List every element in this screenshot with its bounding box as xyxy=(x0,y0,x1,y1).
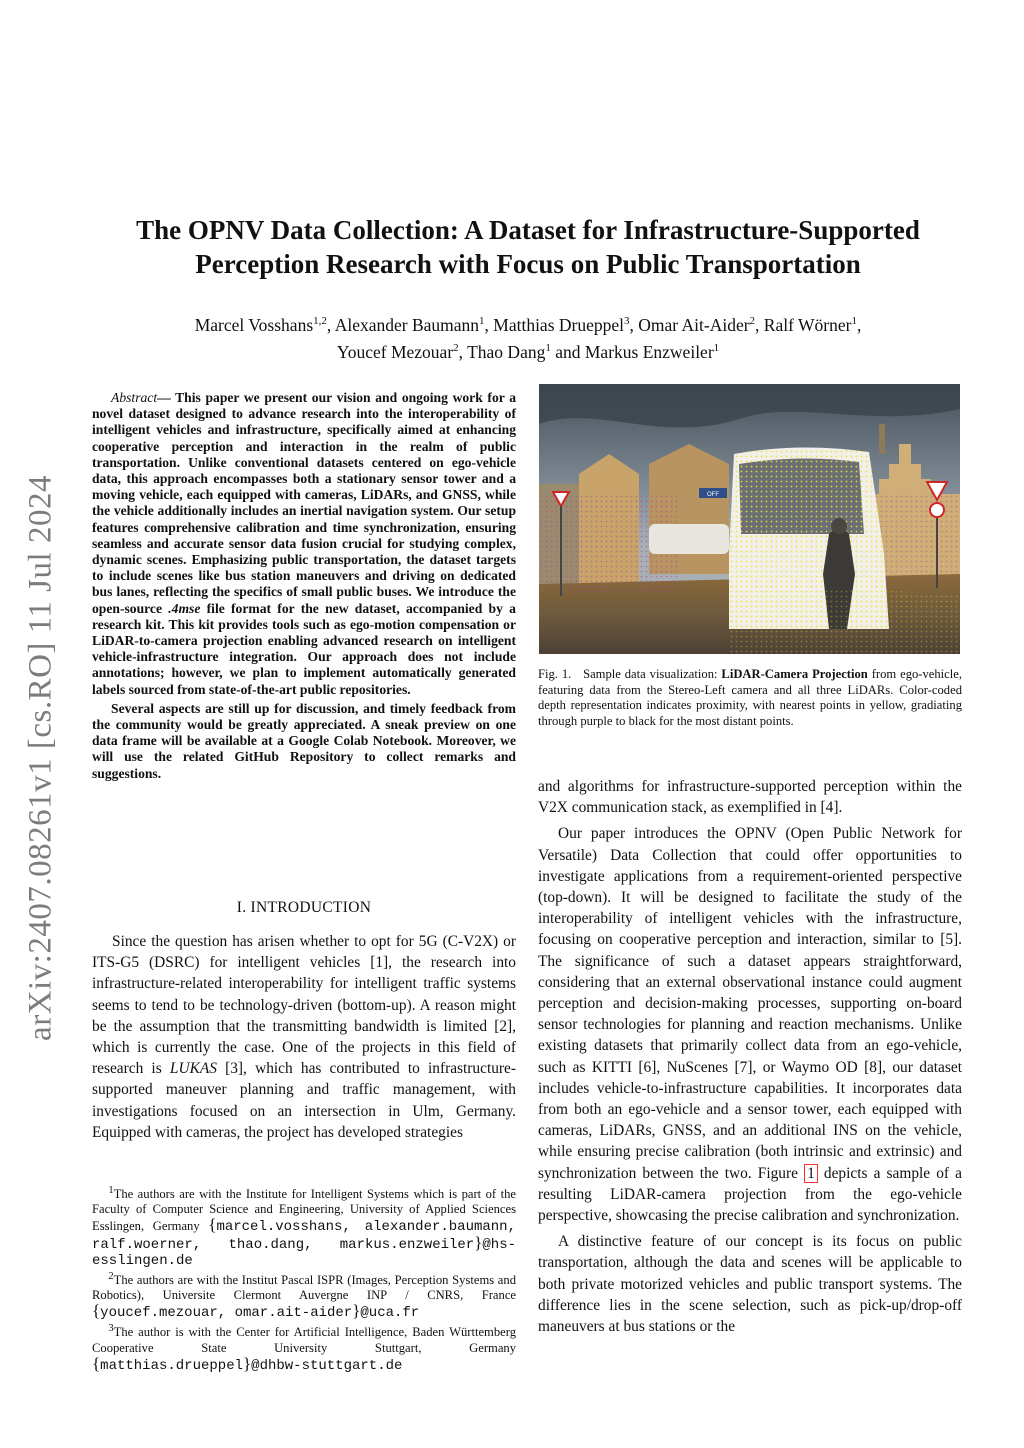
abstract-label: Abstract xyxy=(111,390,158,405)
figure-caption xyxy=(538,667,962,729)
abstract-paragraph-2: Several aspects are still up for discussion, and timely feedback from the community would be greatly appreciated. A sneak preview on one data frame will be available at a Google Colab Notebook. Moreover, we will use the related GitHub Repository to collect remarks and suggestions. xyxy=(92,700,516,781)
author-affiliation-mark: 2 xyxy=(453,341,459,354)
footnote-text: The authors are with the Institut Pascal ISPR (Images, Perception Systems and Robotics), Universite Clermont Auvergne INP / CNRS, France xyxy=(92,1273,516,1303)
footnotes xyxy=(92,1183,516,1374)
right-paragraph-3: A distinctive feature of our concept is its focus on public transportation, although the data and scenes will be applicable to both private motorized vehicles and public transport systems. The difference lies in the scene selection, such as pick-up/drop-off maneuvers at bus stations or the xyxy=(538,1233,962,1336)
author-affiliation-mark: 1 xyxy=(479,315,485,327)
abstract-text: This paper we present our vision and ongoing work for a novel dataset designed to advance research into the interoperability of intelligent vehicles and infrastructure, specifically aimed at enhancing cooperative perception and interaction in the realm of public transportation. Unlike conventional datasets centered on ego-vehicle data, this approach encompasses both a stationary sensor tower and a moving vehicle, each equipped with cameras, LiDARs, and GNSS, while the vehicle additionally includes an inertial navigation system. Our setup features comprehensive calibration and time synchronization, ensuring seamless and accurate sensor data fusion crucial for studying complex, dynamic scenes. Emphasizing public transportation, the dataset targets to include scenes like bus station maneuvers and driving on dedicated bus lanes, reflecting the specifics of small public buses. We introduce the open-source xyxy=(92,390,516,616)
footnote-email-domain: @hs-esslingen.de xyxy=(92,1237,516,1270)
direction-sign-text: OFF xyxy=(707,492,719,498)
author-name: Matthias Drueppel xyxy=(493,314,624,335)
intro-project-name: LUKAS xyxy=(169,1060,217,1078)
footnote-text: The authors are with the Institute for Intelligent Systems which is part of the Faculty of Computer Science and Engineering, University of Applied Sciences Esslingen, Germany xyxy=(92,1187,516,1234)
parked-car xyxy=(649,524,729,554)
arxiv-identifier xyxy=(14,462,68,1054)
intro-text-cont: [3], which has contributed to infrastructure-supported maneuver planning and traffic management, with investigations focused on an intersection in Ulm, Germany. Equipped with cameras, the project has developed strategies xyxy=(92,1060,516,1141)
author-name: Youcef Mezouar xyxy=(336,341,454,362)
author-conjunction: and xyxy=(555,341,581,362)
abstract xyxy=(92,390,516,782)
author-affiliation-mark: 1 xyxy=(713,341,720,354)
abstract-text-cont: file format for the new dataset, accompanied by a research kit. This kit provides tools such as ego-motion compensation or LiDAR-to-camera projection enabling advanced research on intelligent vehicle-infrastructure integration. Our approach does not include annotations; however, we plan to implement automatically generated labels sourced from state-of-the-art public repositories. xyxy=(92,600,516,697)
figure-reference-link[interactable]: 1 xyxy=(804,1164,818,1183)
tower-spire xyxy=(879,424,885,454)
abstract-dash: — xyxy=(157,390,171,405)
intro-text: Since the question has arisen whether to opt for 5G (C-V2X) or ITS-G5 (DSRC) for intelligent vehicles [1], the research into infrastructure-related interoperability for intelligent traffic systems seems to tend to be technology-driven (bottom-up). A reason might be the assumption that the transmitting bandwidth is limited [2], which is currently the case. One of the projects in this field of research is xyxy=(92,933,516,1078)
paper-title xyxy=(88,213,968,281)
sign-pole-left xyxy=(560,506,562,596)
caption-text-cont: from ego-vehicle, featuring data from the Stereo-Left camera and all three LiDARs. Color-coded depth representation indicates proximity, with nearest points in yellow, gradiating through purple to black for the most distant points. xyxy=(538,667,962,728)
lidar-road-points xyxy=(729,584,960,654)
author-affiliation-mark: 2 xyxy=(749,315,756,327)
arxiv-identifier-text: arXiv:2407.08261v1 [cs.RO] 11 Jul 2024 xyxy=(22,475,59,1041)
footnote-emails: youcef.mezouar, omar.ait-aider xyxy=(100,1305,353,1322)
author-name: Markus Enzweiler xyxy=(584,341,714,362)
author-name: Omar Ait-Aider xyxy=(638,314,750,335)
footnote-mark: 2 xyxy=(108,1271,114,1283)
caption-emphasis: LiDAR-Camera Projection xyxy=(721,667,868,681)
author-name: Alexander Baumann xyxy=(334,314,480,335)
right-paragraph-2 xyxy=(538,823,962,1226)
author-name: Marcel Vosshans xyxy=(194,314,314,335)
caption-label: Fig. 1. xyxy=(538,667,572,681)
author-name: Thao Dang xyxy=(467,341,546,362)
right-column-body xyxy=(538,776,962,1337)
footnote-email-domain: @dhbw-stuttgart.de xyxy=(251,1357,403,1374)
footnote-mark: 3 xyxy=(108,1323,114,1335)
footnote-3: $^3$The author is with the Center for Artificial Intelligence, Baden Württemberg Cooperative State University Stuttgart, Germany {matthias.drueppel}@dhbw-stuttgart.de xyxy=(92,1323,516,1374)
prohibition-sign xyxy=(930,503,944,517)
right-text: Our paper introduces the OPNV (Open Public Network for Versatile) Data Collection that could offer opportunities to investigate applications from a requirement-oriented perspective (top-down). It will be designed to facilitate the study of the interoperability of intelligent vehicles with the infrastructure, focusing on cooperative perception and interaction, similar to [5]. The significance of such a dataset appears straightforward, considering that an external observational instance could augment perception and decision-making processes, supporting on-board sensor technologies for planning and reaction mechanisms. Unlike existing datasets that primarily collect data from an ego-vehicle, such as KITTI [6], NuScenes [7], or Waymo OD [8], our dataset includes vehicle-to-infrastructure capabilities. It incorporates data from both an ego-vehicle and a sensor tower, each equipped with cameras, LiDARs, GNSS, and an additional INS on the vehicle, while ensuring precise calibration (both intrinsic and extrinsic) and synchronization between the two. Figure xyxy=(538,825,962,1182)
footnote-email-domain: @uca.fr xyxy=(360,1305,420,1322)
title-line-1: The OPNV Data Collection: A Dataset for Infrastructure-Supported xyxy=(136,215,920,245)
title-line-2: Perception Research with Focus on Public Transportation xyxy=(195,249,861,279)
right-paragraph-1: and algorithms for infrastructure-supported perception within the V2X communication stack, as exemplified in [4]. xyxy=(538,778,962,817)
author-name: Ralf Wörner xyxy=(763,314,852,335)
author-affiliation-mark: 1 xyxy=(545,341,551,354)
sign-pole-right xyxy=(936,518,938,588)
footnote-emails: matthias.drueppel xyxy=(100,1357,243,1374)
intro-paragraph-1 xyxy=(92,931,516,1143)
caption-text: Sample data visualization: xyxy=(583,667,722,681)
author-affiliation-mark: 1 xyxy=(851,315,857,327)
author-line-2: Youcef Mezouar$^2$, Thao Dang$^1$ and Markus Enzweiler$^1$ xyxy=(336,341,720,362)
footnote-emails: marcel.vosshans, alexander.baumann, ralf.woerner, thao.dang, markus.enzweiler xyxy=(92,1219,516,1254)
author-line-1: Marcel Vosshans$^{1,2}$, Alexander Baumann$^1$, Matthias Drueppel$^3$, Omar Ait-Aider$^2$, Ralf Wörner$^1$, xyxy=(194,314,862,335)
abstract-format-name: .4mse xyxy=(168,600,201,616)
author-list xyxy=(100,310,956,364)
section-heading-introduction: I. INTRODUCTION xyxy=(236,899,372,916)
abstract-paragraph-1 xyxy=(92,390,516,698)
footnote-mark: 1 xyxy=(108,1185,114,1196)
footnote-2: $^2$The authors are with the Institut Pascal ISPR (Images, Perception Systems and Robotics), Universite Clermont Auvergne INP / CNRS, France {youcef.mezouar, omar.ait-aider}@uca.fr xyxy=(92,1271,516,1322)
right-text-cont: depicts a sample of a resulting LiDAR-camera projection from the ego-vehicle perspective, showcasing the precise calibration and synchronization. xyxy=(538,1164,962,1225)
pedestrian-head xyxy=(831,518,847,534)
footnote-1: $^1$The authors are with the Institute for Intelligent Systems which is part of the Faculty of Computer Science and Engineering, University of Applied Sciences Esslingen, Germany {marcel.vosshans, alexander.baumann, ralf.woerner, thao.dang, markus.enzweiler}@hs-esslingen.de xyxy=(92,1185,516,1270)
introduction-body xyxy=(92,931,516,1143)
figure-lidar-camera-projection xyxy=(539,384,960,654)
author-affiliation-mark: 1,2 xyxy=(313,315,327,327)
author-affiliation-mark: 3 xyxy=(624,315,630,327)
footnote-text: The author is with the Center for Artificial Intelligence, Baden Württemberg Cooperative State University Stuttgart, Germany xyxy=(92,1325,516,1355)
